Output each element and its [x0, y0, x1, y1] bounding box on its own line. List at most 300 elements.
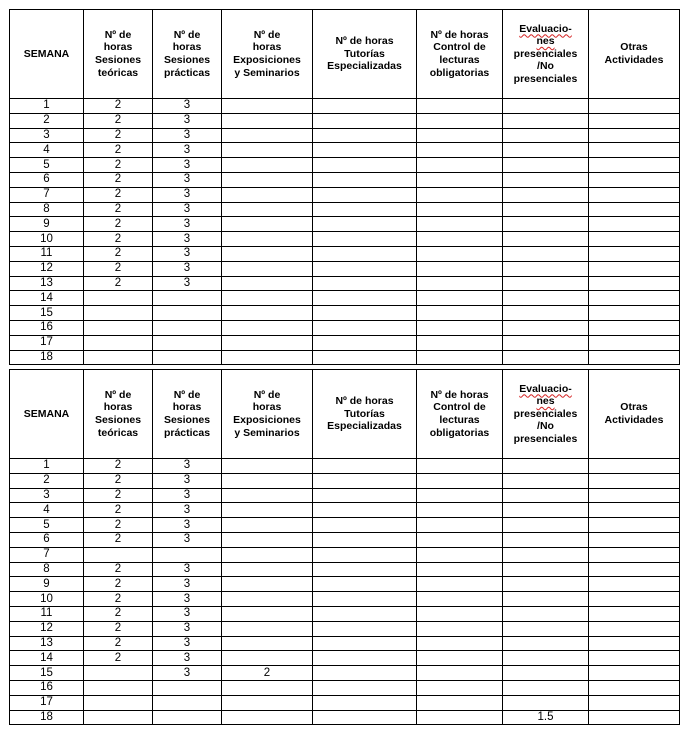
- cell-teoricas: 2: [84, 577, 153, 592]
- cell-otras: [589, 532, 680, 547]
- cell-tutorias: [313, 276, 417, 291]
- header-exposiciones-line: Exposiciones: [233, 54, 301, 66]
- cell-practicas: 3: [153, 246, 222, 261]
- cell-semana: 17: [10, 695, 84, 710]
- cell-teoricas: 2: [84, 636, 153, 651]
- cell-tutorias: [313, 350, 417, 365]
- cell-tutorias: [313, 592, 417, 607]
- cell-otras: [589, 577, 680, 592]
- cell-exposiciones: [222, 172, 313, 187]
- cell-evaluaciones: [503, 503, 589, 518]
- table-row: [10, 187, 680, 202]
- cell-practicas: [153, 306, 222, 321]
- cell-lecturas: [417, 172, 503, 187]
- cell-exposiciones: [222, 680, 313, 695]
- header-practicas-line: Sesiones: [163, 54, 211, 66]
- cell-semana: 1: [10, 99, 84, 114]
- cell-semana: 12: [10, 621, 84, 636]
- cell-practicas: 3: [153, 99, 222, 114]
- header-evaluaciones-line: nes: [536, 35, 555, 48]
- cell-semana: 2: [10, 473, 84, 488]
- cell-teoricas: 2: [84, 518, 153, 533]
- cell-tutorias: [313, 473, 417, 488]
- cell-tutorias: [313, 532, 417, 547]
- cell-lecturas: [417, 113, 503, 128]
- cell-evaluaciones: [503, 172, 589, 187]
- cell-semana: 18: [10, 350, 84, 365]
- cell-otras: [589, 621, 680, 636]
- cell-teoricas: 2: [84, 532, 153, 547]
- cell-lecturas: [417, 306, 503, 321]
- cell-exposiciones: [222, 202, 313, 217]
- cell-lecturas: [417, 99, 503, 114]
- table-row: [10, 350, 680, 365]
- cell-otras: [589, 246, 680, 261]
- table-row: [10, 518, 680, 533]
- header-practicas-line: prácticas: [163, 426, 211, 439]
- header-tutorias-line: Especializadas: [327, 60, 402, 73]
- cell-evaluaciones: [503, 113, 589, 128]
- cell-otras: [589, 503, 680, 518]
- cell-practicas: 3: [153, 187, 222, 202]
- cell-tutorias: [313, 636, 417, 651]
- header-evaluaciones-line: presenciales: [513, 432, 578, 445]
- cell-practicas: 3: [153, 606, 222, 621]
- cell-semana: 13: [10, 636, 84, 651]
- cell-practicas: 3: [153, 473, 222, 488]
- cell-lecturas: [417, 232, 503, 247]
- table-row: [10, 621, 680, 636]
- cell-teoricas: 2: [84, 488, 153, 503]
- cell-evaluaciones: [503, 217, 589, 232]
- cell-tutorias: [313, 518, 417, 533]
- cell-lecturas: [417, 621, 503, 636]
- table-row: [10, 246, 680, 261]
- header-otras: [589, 10, 680, 99]
- cell-exposiciones: [222, 562, 313, 577]
- cell-semana: 5: [10, 158, 84, 173]
- cell-teoricas: [84, 680, 153, 695]
- cell-lecturas: [417, 695, 503, 710]
- cell-exposiciones: [222, 532, 313, 547]
- header-evaluaciones: [503, 370, 589, 459]
- cell-tutorias: [313, 651, 417, 666]
- cell-otras: [589, 172, 680, 187]
- header-evaluaciones-line: nes: [536, 395, 555, 408]
- cell-exposiciones: [222, 651, 313, 666]
- table-row: [10, 488, 680, 503]
- cell-teoricas: 2: [84, 128, 153, 143]
- cell-practicas: 3: [153, 113, 222, 128]
- cell-semana: 7: [10, 547, 84, 562]
- cell-evaluaciones: [503, 158, 589, 173]
- cell-lecturas: [417, 128, 503, 143]
- cell-semana: 7: [10, 187, 84, 202]
- table-row: [10, 232, 680, 247]
- cell-lecturas: [417, 202, 503, 217]
- header-row: [10, 370, 680, 459]
- table-row: [10, 680, 680, 695]
- cell-practicas: 3: [153, 666, 222, 681]
- cell-lecturas: [417, 710, 503, 725]
- cell-lecturas: [417, 562, 503, 577]
- cell-lecturas: [417, 143, 503, 158]
- header-exposiciones-line: horas: [252, 401, 282, 414]
- cell-lecturas: [417, 335, 503, 350]
- header-lecturas: [417, 370, 503, 459]
- cell-exposiciones: [222, 306, 313, 321]
- cell-semana: 4: [10, 503, 84, 518]
- cell-evaluaciones: [503, 488, 589, 503]
- cell-tutorias: [313, 113, 417, 128]
- cell-practicas: 3: [153, 202, 222, 217]
- cell-exposiciones: [222, 592, 313, 607]
- cell-tutorias: [313, 187, 417, 202]
- cell-practicas: 3: [153, 592, 222, 607]
- header-practicas-line: Nº de: [173, 28, 201, 41]
- cell-evaluaciones: [503, 232, 589, 247]
- cell-otras: [589, 636, 680, 651]
- cell-teoricas: 2: [84, 232, 153, 247]
- table-row: [10, 651, 680, 666]
- cell-evaluaciones: 1.5: [503, 710, 589, 725]
- cell-evaluaciones: [503, 320, 589, 335]
- cell-practicas: 3: [153, 158, 222, 173]
- header-tutorias-line: Especializadas: [327, 420, 402, 433]
- cell-exposiciones: [222, 503, 313, 518]
- cell-otras: [589, 606, 680, 621]
- cell-practicas: [153, 291, 222, 306]
- table-row: [10, 636, 680, 651]
- cell-evaluaciones: [503, 577, 589, 592]
- cell-exposiciones: [222, 246, 313, 261]
- table-row: [10, 143, 680, 158]
- cell-teoricas: [84, 306, 153, 321]
- cell-exposiciones: [222, 276, 313, 291]
- cell-evaluaciones: [503, 335, 589, 350]
- cell-teoricas: 2: [84, 276, 153, 291]
- cell-tutorias: [313, 172, 417, 187]
- cell-teoricas: 2: [84, 158, 153, 173]
- cell-otras: [589, 547, 680, 562]
- cell-lecturas: [417, 488, 503, 503]
- cell-teoricas: [84, 666, 153, 681]
- header-exposiciones-line: horas: [252, 41, 282, 54]
- cell-lecturas: [417, 291, 503, 306]
- table-row: [10, 532, 680, 547]
- cell-otras: [589, 518, 680, 533]
- header-lecturas: [417, 10, 503, 99]
- cell-evaluaciones: [503, 99, 589, 114]
- cell-otras: [589, 473, 680, 488]
- cell-lecturas: [417, 518, 503, 533]
- cell-teoricas: 2: [84, 217, 153, 232]
- cell-otras: [589, 666, 680, 681]
- cell-tutorias: [313, 291, 417, 306]
- cell-otras: [589, 128, 680, 143]
- cell-otras: [589, 158, 680, 173]
- header-lecturas-line: lecturas: [439, 54, 480, 66]
- header-tutorias: [313, 10, 417, 99]
- cell-semana: 14: [10, 651, 84, 666]
- cell-tutorias: [313, 158, 417, 173]
- cell-evaluaciones: [503, 350, 589, 365]
- cell-evaluaciones: [503, 592, 589, 607]
- cell-semana: 5: [10, 518, 84, 533]
- cell-semana: 4: [10, 143, 84, 158]
- cell-tutorias: [313, 606, 417, 621]
- table-row: [10, 261, 680, 276]
- cell-exposiciones: [222, 187, 313, 202]
- cell-practicas: 3: [153, 621, 222, 636]
- cell-tutorias: [313, 143, 417, 158]
- header-practicas-line: horas: [172, 41, 202, 54]
- header-otras: [589, 370, 680, 459]
- cell-otras: [589, 335, 680, 350]
- header-teoricas-line: teóricas: [97, 66, 139, 79]
- cell-evaluaciones: [503, 202, 589, 217]
- cell-teoricas: 2: [84, 473, 153, 488]
- cell-tutorias: [313, 547, 417, 562]
- cell-otras: [589, 202, 680, 217]
- cell-otras: [589, 592, 680, 607]
- cell-practicas: 3: [153, 459, 222, 474]
- header-lecturas-line: Nº de horas: [430, 28, 489, 41]
- cell-tutorias: [313, 503, 417, 518]
- cell-semana: 10: [10, 592, 84, 607]
- cell-evaluaciones: [503, 636, 589, 651]
- header-exposiciones-line: y Seminarios: [234, 66, 300, 79]
- cell-tutorias: [313, 562, 417, 577]
- cell-lecturas: [417, 636, 503, 651]
- cell-evaluaciones: [503, 606, 589, 621]
- cell-otras: [589, 350, 680, 365]
- table-row: [10, 547, 680, 562]
- cell-semana: 6: [10, 532, 84, 547]
- cell-exposiciones: [222, 636, 313, 651]
- cell-tutorias: [313, 680, 417, 695]
- cell-semana: 14: [10, 291, 84, 306]
- table-row: [10, 202, 680, 217]
- cell-practicas: 3: [153, 128, 222, 143]
- cell-teoricas: [84, 335, 153, 350]
- cell-semana: 18: [10, 710, 84, 725]
- cell-exposiciones: [222, 335, 313, 350]
- cell-exposiciones: [222, 113, 313, 128]
- cell-teoricas: 2: [84, 261, 153, 276]
- cell-otras: [589, 187, 680, 202]
- header-lecturas-line: obligatorias: [429, 426, 490, 439]
- cell-otras: [589, 99, 680, 114]
- header-teoricas: [84, 370, 153, 459]
- cell-teoricas: [84, 291, 153, 306]
- header-exposiciones-line: Nº de: [253, 28, 281, 41]
- cell-tutorias: [313, 128, 417, 143]
- schedule-table-2: [9, 369, 680, 725]
- cell-evaluaciones: [503, 143, 589, 158]
- cell-lecturas: [417, 187, 503, 202]
- header-lecturas-line: obligatorias: [429, 66, 490, 79]
- cell-otras: [589, 695, 680, 710]
- header-exposiciones: [222, 10, 313, 99]
- table-row: [10, 217, 680, 232]
- cell-otras: [589, 232, 680, 247]
- cell-practicas: 3: [153, 276, 222, 291]
- cell-teoricas: 2: [84, 606, 153, 621]
- cell-semana: 17: [10, 335, 84, 350]
- cell-teoricas: 2: [84, 459, 153, 474]
- cell-tutorias: [313, 577, 417, 592]
- header-semana: SEMANA: [10, 10, 84, 99]
- cell-practicas: [153, 710, 222, 725]
- cell-exposiciones: [222, 547, 313, 562]
- cell-semana: 16: [10, 320, 84, 335]
- cell-exposiciones: 2: [222, 666, 313, 681]
- cell-evaluaciones: [503, 666, 589, 681]
- cell-evaluaciones: [503, 128, 589, 143]
- header-evaluaciones-line: Evaluacio-: [519, 382, 572, 395]
- cell-practicas: [153, 695, 222, 710]
- cell-evaluaciones: [503, 459, 589, 474]
- cell-lecturas: [417, 606, 503, 621]
- cell-lecturas: [417, 547, 503, 562]
- cell-tutorias: [313, 261, 417, 276]
- cell-evaluaciones: [503, 276, 589, 291]
- cell-otras: [589, 276, 680, 291]
- cell-tutorias: [313, 666, 417, 681]
- header-otras-line: Actividades: [604, 54, 664, 66]
- header-practicas-line: prácticas: [163, 66, 211, 79]
- header-lecturas-line: lecturas: [439, 414, 480, 426]
- cell-lecturas: [417, 276, 503, 291]
- table-row: [10, 459, 680, 474]
- cell-tutorias: [313, 202, 417, 217]
- cell-exposiciones: [222, 232, 313, 247]
- header-evaluaciones-line: presenciales: [513, 407, 578, 420]
- cell-otras: [589, 217, 680, 232]
- cell-otras: [589, 488, 680, 503]
- cell-exposiciones: [222, 128, 313, 143]
- table-row: [10, 695, 680, 710]
- cell-otras: [589, 320, 680, 335]
- table-row: [10, 666, 680, 681]
- cell-tutorias: [313, 99, 417, 114]
- header-tutorias-line: Nº de horas: [335, 35, 394, 48]
- cell-otras: [589, 143, 680, 158]
- cell-exposiciones: [222, 291, 313, 306]
- cell-practicas: [153, 350, 222, 365]
- cell-practicas: 3: [153, 217, 222, 232]
- cell-teoricas: 2: [84, 143, 153, 158]
- header-otras-line: Actividades: [604, 414, 664, 426]
- cell-otras: [589, 306, 680, 321]
- cell-lecturas: [417, 680, 503, 695]
- table-row: [10, 577, 680, 592]
- cell-exposiciones: [222, 143, 313, 158]
- header-row: [10, 10, 680, 99]
- header-exposiciones: [222, 370, 313, 459]
- header-practicas-line: Sesiones: [163, 414, 211, 426]
- cell-lecturas: [417, 503, 503, 518]
- cell-exposiciones: [222, 99, 313, 114]
- cell-semana: 11: [10, 246, 84, 261]
- header-tutorias: [313, 370, 417, 459]
- cell-teoricas: 2: [84, 187, 153, 202]
- table-row: [10, 473, 680, 488]
- table-row: [10, 99, 680, 114]
- table-row: [10, 276, 680, 291]
- header-evaluaciones-line: presenciales: [513, 72, 578, 85]
- header-otras-line: Otras: [620, 401, 648, 414]
- cell-exposiciones: [222, 158, 313, 173]
- cell-tutorias: [313, 232, 417, 247]
- cell-evaluaciones: [503, 651, 589, 666]
- cell-tutorias: [313, 335, 417, 350]
- cell-teoricas: [84, 350, 153, 365]
- cell-teoricas: [84, 710, 153, 725]
- header-evaluaciones-line: /No: [537, 420, 554, 433]
- cell-tutorias: [313, 320, 417, 335]
- cell-exposiciones: [222, 710, 313, 725]
- header-teoricas-line: Sesiones: [94, 54, 142, 66]
- cell-tutorias: [313, 459, 417, 474]
- cell-exposiciones: [222, 621, 313, 636]
- table-row: [10, 592, 680, 607]
- cell-exposiciones: [222, 518, 313, 533]
- cell-teoricas: 2: [84, 172, 153, 187]
- header-lecturas-line: Nº de horas: [430, 388, 489, 401]
- cell-practicas: 3: [153, 636, 222, 651]
- cell-semana: 6: [10, 172, 84, 187]
- header-semana: SEMANA: [10, 370, 84, 459]
- header-practicas-line: horas: [172, 401, 202, 414]
- cell-evaluaciones: [503, 291, 589, 306]
- header-teoricas: [84, 10, 153, 99]
- table-row: [10, 710, 680, 725]
- cell-practicas: 3: [153, 172, 222, 187]
- cell-evaluaciones: [503, 532, 589, 547]
- cell-lecturas: [417, 350, 503, 365]
- cell-teoricas: 2: [84, 113, 153, 128]
- cell-exposiciones: [222, 695, 313, 710]
- cell-teoricas: [84, 320, 153, 335]
- cell-evaluaciones: [503, 261, 589, 276]
- header-practicas: [153, 10, 222, 99]
- table-row: [10, 158, 680, 173]
- cell-tutorias: [313, 695, 417, 710]
- cell-exposiciones: [222, 350, 313, 365]
- cell-practicas: 3: [153, 503, 222, 518]
- cell-lecturas: [417, 651, 503, 666]
- cell-evaluaciones: [503, 562, 589, 577]
- header-exposiciones-line: y Seminarios: [234, 426, 300, 439]
- cell-lecturas: [417, 261, 503, 276]
- cell-tutorias: [313, 621, 417, 636]
- table-row: [10, 291, 680, 306]
- cell-otras: [589, 680, 680, 695]
- cell-evaluaciones: [503, 187, 589, 202]
- cell-practicas: 3: [153, 577, 222, 592]
- header-evaluaciones-line: Evaluacio-: [519, 22, 572, 35]
- cell-practicas: 3: [153, 651, 222, 666]
- cell-practicas: [153, 335, 222, 350]
- cell-evaluaciones: [503, 621, 589, 636]
- cell-otras: [589, 261, 680, 276]
- cell-tutorias: [313, 306, 417, 321]
- cell-teoricas: 2: [84, 621, 153, 636]
- cell-exposiciones: [222, 488, 313, 503]
- cell-practicas: 3: [153, 261, 222, 276]
